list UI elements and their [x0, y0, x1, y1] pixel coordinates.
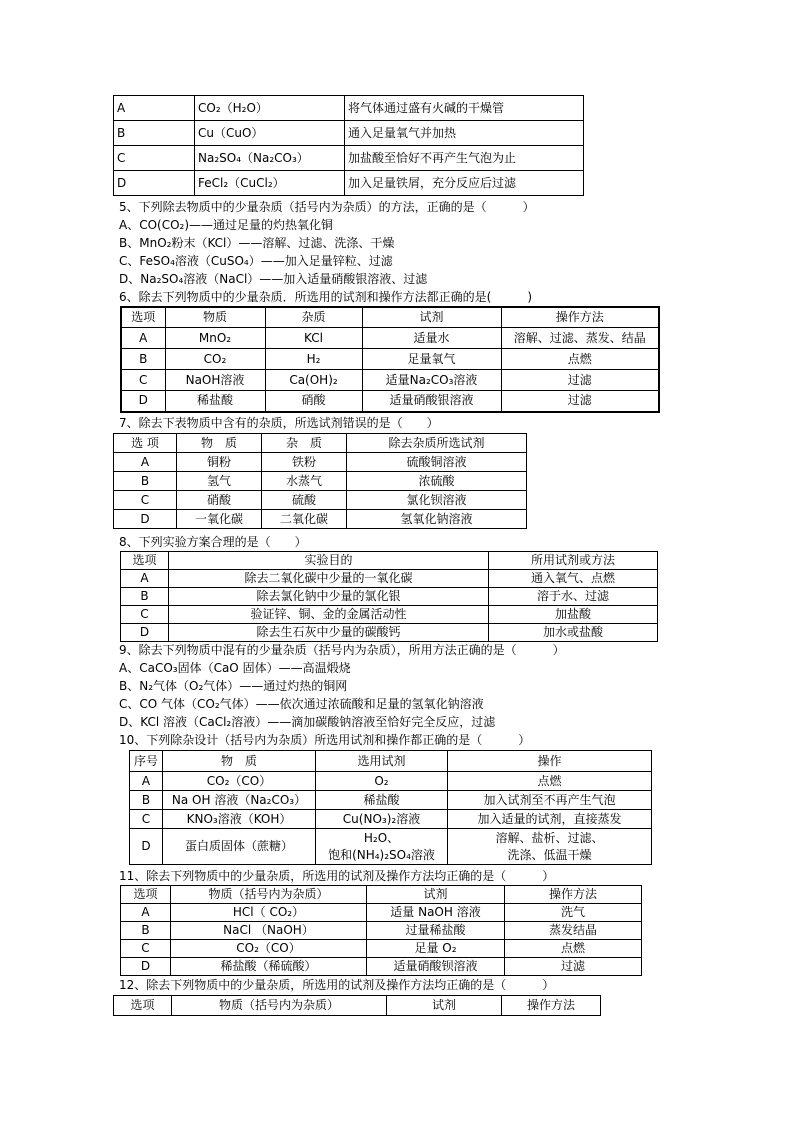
- table-header-cell: 物质: [165, 307, 265, 328]
- table-row: [121, 624, 658, 642]
- table-cell: D: [121, 958, 171, 976]
- table-row: [121, 370, 659, 391]
- table-row: [114, 96, 584, 121]
- table-cell: 过滤: [501, 370, 659, 391]
- table-cell: 蒸发结晶: [505, 922, 642, 940]
- table-cell: H₂O、 饱和(NH₄)₂SO₄溶液: [316, 829, 448, 865]
- table-q10: [129, 750, 652, 865]
- table-cell: 铜粉: [177, 453, 262, 472]
- table-row: [121, 606, 658, 624]
- table-header-cell: 所用试剂或方法: [489, 552, 658, 570]
- table-cell: B: [121, 349, 165, 370]
- table-header-row: [130, 751, 652, 772]
- table-cell: Ca(OH)₂: [265, 370, 362, 391]
- table-header-cell: 操作: [448, 751, 652, 772]
- table-cell: Na OH 溶液（Na₂CO₃）: [163, 791, 316, 810]
- table-header-row: [121, 552, 658, 570]
- table-cell: 适量Na₂CO₃溶液: [362, 370, 501, 391]
- table-header-cell: 物 质: [177, 434, 262, 453]
- question-5-stem: 5、下列除去物质中的少量杂质（括号内为杂质）的方法，正确的是（ ）: [119, 200, 535, 214]
- question-11-stem: 11、除去下列物质中的少量杂质，所选用的试剂及操作方法均正确的是（ ）: [119, 869, 555, 883]
- table-cell: 硫酸: [262, 491, 347, 510]
- table-cell: 硫酸铜溶液: [347, 453, 527, 472]
- question-5-option-a: A、CO(CO₂)——通过足量的灼热氧化铜: [119, 218, 334, 232]
- table-cell: 除去二氧化碳中少量的一氧化碳: [169, 570, 489, 588]
- table-cell: B: [130, 791, 163, 810]
- table-row: [121, 570, 658, 588]
- table-cell: 适量水: [362, 328, 501, 349]
- table-header-cell: 选项: [121, 307, 165, 328]
- table-cell: 洗气: [505, 904, 642, 922]
- table-cell: 加入适量的试剂，直接蒸发: [448, 810, 652, 829]
- table-cell: D: [130, 829, 163, 865]
- table-row: [130, 772, 652, 791]
- table-cell: HCl（ CO₂）: [171, 904, 367, 922]
- table-cell: D: [114, 171, 195, 196]
- table-cell: 蛋白质固体（蔗糖）: [163, 829, 316, 865]
- table-cell: A: [121, 570, 169, 588]
- table-header-cell: 选项: [114, 996, 172, 1016]
- table-row: [130, 791, 652, 810]
- table-cell: C: [121, 606, 169, 624]
- table-cell: 通入足量氧气并加热: [345, 121, 584, 146]
- table-cell: B: [114, 121, 195, 146]
- table-cell: 点燃: [505, 940, 642, 958]
- table-cell: B: [121, 922, 171, 940]
- table-q8: [120, 551, 658, 642]
- table-row: [114, 453, 527, 472]
- table-row: [130, 829, 652, 865]
- table-cell: D: [121, 624, 169, 642]
- table-header-cell: 选项: [121, 552, 169, 570]
- table-header-cell: 选 项: [114, 434, 177, 453]
- table-cell: 加盐酸至恰好不再产生气泡为止: [345, 146, 584, 171]
- table-cell: A: [130, 772, 163, 791]
- table-header-row: [114, 434, 527, 453]
- table-cell: 将气体通过盛有火碱的干燥管: [345, 96, 584, 121]
- table-cell: D: [121, 391, 165, 412]
- table-row: [121, 588, 658, 606]
- table-cell: 硝酸: [177, 491, 262, 510]
- table-cell: 加盐酸: [489, 606, 658, 624]
- table-row: [121, 940, 642, 958]
- question-8-stem: 8、下列实验方案合理的是（ ）: [119, 535, 307, 549]
- table-cell: 硝酸: [265, 391, 362, 412]
- table-cell: CO₂（H₂O）: [195, 96, 345, 121]
- table-header-cell: 试剂: [362, 307, 501, 328]
- table-cell: 加入足量铁屑，充分反应后过滤: [345, 171, 584, 196]
- table-row: [114, 472, 527, 491]
- table-cell: C: [114, 146, 195, 171]
- table-cell: 水蒸气: [262, 472, 347, 491]
- table-header-cell: 杂 质: [262, 434, 347, 453]
- table-cell: CO₂（CO）: [171, 940, 367, 958]
- table-cell: MnO₂: [165, 328, 265, 349]
- table-cell: 稀盐酸: [316, 791, 448, 810]
- table-cell: 适量硝酸钡溶液: [367, 958, 505, 976]
- table-cell: 过量稀盐酸: [367, 922, 505, 940]
- table-cell: CO₂（CO）: [163, 772, 316, 791]
- table-cell: 一氧化碳: [177, 510, 262, 529]
- table-cell: 铁粉: [262, 453, 347, 472]
- table-cell: C: [130, 810, 163, 829]
- table-cell: 溶解、过滤、蒸发、结晶: [501, 328, 659, 349]
- table-cell: 溶于水、过滤: [489, 588, 658, 606]
- table-cell: A: [121, 904, 171, 922]
- table-row: [114, 146, 584, 171]
- table-cell: 氯化钡溶液: [347, 491, 527, 510]
- table-cell: 稀盐酸: [165, 391, 265, 412]
- table-cell: 除去生石灰中少量的碳酸钙: [169, 624, 489, 642]
- table-cell: KCl: [265, 328, 362, 349]
- table-cell: 除去氯化钠中少量的氯化银: [169, 588, 489, 606]
- table-q12: [113, 995, 601, 1016]
- table-cell: 足量 O₂: [367, 940, 505, 958]
- table-header-cell: 试剂: [367, 886, 505, 904]
- table-cell: 适量 NaOH 溶液: [367, 904, 505, 922]
- table-header-cell: 物 质: [163, 751, 316, 772]
- table-row: [121, 391, 659, 412]
- table-header-cell: 选用试剂: [316, 751, 448, 772]
- question-9-option-c: C、CO 气体（CO₂气体）——依次通过浓硫酸和足量的氢氧化钠溶液: [119, 697, 484, 711]
- table-header-cell: 操作方法: [505, 886, 642, 904]
- table-header-cell: 操作方法: [501, 307, 659, 328]
- table-header-cell: 杂质: [265, 307, 362, 328]
- question-9-option-a: A、CaCO₃固体（CaO 固体）——高温煅烧: [119, 661, 351, 675]
- table-cell: FeCl₂（CuCl₂）: [195, 171, 345, 196]
- table-cell: O₂: [316, 772, 448, 791]
- table-cell: 足量氧气: [362, 349, 501, 370]
- table-cell: 验证锌、铜、金的金属活动性: [169, 606, 489, 624]
- table-cell: 适量硝酸银溶液: [362, 391, 501, 412]
- table-header-row: [121, 886, 642, 904]
- table-header-row: [121, 307, 659, 328]
- table-cell: C: [121, 940, 171, 958]
- question-7-stem: 7、除去下表物质中含有的杂质，所选试剂错误的是（ ）: [119, 416, 439, 430]
- question-10-stem: 10、下列除杂设计（括号内为杂质）所选用试剂和操作都正确的是（ ）: [119, 733, 531, 747]
- table-header-cell: 物质（括号内为杂质）: [171, 886, 367, 904]
- table-cell: 通入氧气、点燃: [489, 570, 658, 588]
- table-cell: 溶解、盐析、过滤、 洗涤、低温干燥: [448, 829, 652, 865]
- table-row: [121, 328, 659, 349]
- table-q4-options: [113, 95, 584, 196]
- table-row: [130, 810, 652, 829]
- table-row: [114, 510, 527, 529]
- question-5-option-d: D、Na₂SO₄溶液（NaCl）——加入适量硝酸银溶液、过滤: [119, 272, 428, 286]
- table-q6: [120, 306, 660, 413]
- table-cell: 氢氧化钠溶液: [347, 510, 527, 529]
- table-cell: C: [114, 491, 177, 510]
- table-cell: 点燃: [501, 349, 659, 370]
- question-6-stem: 6、除去下列物质中的少量杂质．所选用的试剂和操作方法都正确的是( ): [119, 290, 533, 304]
- table-cell: 浓硫酸: [347, 472, 527, 491]
- table-header-cell: 除去杂质所选试剂: [347, 434, 527, 453]
- table-cell: 点燃: [448, 772, 652, 791]
- question-12-stem: 12、除去下列物质中的少量杂质，所选用的试剂及操作方法均正确的是（ ）: [119, 978, 555, 992]
- table-header-cell: 试剂: [387, 996, 502, 1016]
- table-cell: 过滤: [505, 958, 642, 976]
- table-cell: CO₂: [165, 349, 265, 370]
- table-header-cell: 操作方法: [502, 996, 601, 1016]
- table-header-cell: 序号: [130, 751, 163, 772]
- table-cell: A: [114, 96, 195, 121]
- table-row: [114, 491, 527, 510]
- table-row: [114, 171, 584, 196]
- table-row: [121, 958, 642, 976]
- table-row: [114, 121, 584, 146]
- table-row: [121, 349, 659, 370]
- table-cell: Na₂SO₄（Na₂CO₃）: [195, 146, 345, 171]
- question-9-stem: 9、除去下列物质中混有的少量杂质（括号内为杂质），所用方法正确的是（ ）: [119, 643, 565, 657]
- question-9-option-d: D、KCl 溶液（CaCl₂溶液）——滴加碳酸钠溶液至恰好完全反应，过滤: [119, 715, 496, 729]
- table-q11: [120, 885, 642, 976]
- table-cell: Cu（CuO）: [195, 121, 345, 146]
- table-q7: [113, 433, 527, 529]
- question-9-option-b: B、N₂气体（O₂气体）——通过灼热的铜网: [119, 679, 348, 693]
- table-cell: B: [114, 472, 177, 491]
- table-cell: Cu(NO₃)₂溶液: [316, 810, 448, 829]
- table-header-row: [114, 996, 601, 1016]
- table-cell: KNO₃溶液（KOH）: [163, 810, 316, 829]
- question-5-option-b: B、MnO₂粉末（KCl）——溶解、过滤、洗涤、干燥: [119, 236, 395, 250]
- table-cell: 加水或盐酸: [489, 624, 658, 642]
- table-cell: NaCl （NaOH）: [171, 922, 367, 940]
- table-header-cell: 选项: [121, 886, 171, 904]
- table-cell: 氢气: [177, 472, 262, 491]
- question-5-option-c: C、FeSO₄溶液（CuSO₄）——加入足量锌粒、过滤: [119, 254, 393, 268]
- table-cell: 过滤: [501, 391, 659, 412]
- table-cell: 二氧化碳: [262, 510, 347, 529]
- table-cell: C: [121, 370, 165, 391]
- table-cell: 加入试剂至不再产生气泡: [448, 791, 652, 810]
- table-row: [121, 904, 642, 922]
- table-cell: H₂: [265, 349, 362, 370]
- table-cell: NaOH溶液: [165, 370, 265, 391]
- table-header-cell: 物质（括号内为杂质）: [172, 996, 387, 1016]
- table-cell: A: [114, 453, 177, 472]
- table-cell: D: [114, 510, 177, 529]
- table-cell: A: [121, 328, 165, 349]
- table-header-cell: 实验目的: [169, 552, 489, 570]
- table-cell: B: [121, 588, 169, 606]
- table-row: [121, 922, 642, 940]
- table-cell: 稀盐酸（稀硫酸）: [171, 958, 367, 976]
